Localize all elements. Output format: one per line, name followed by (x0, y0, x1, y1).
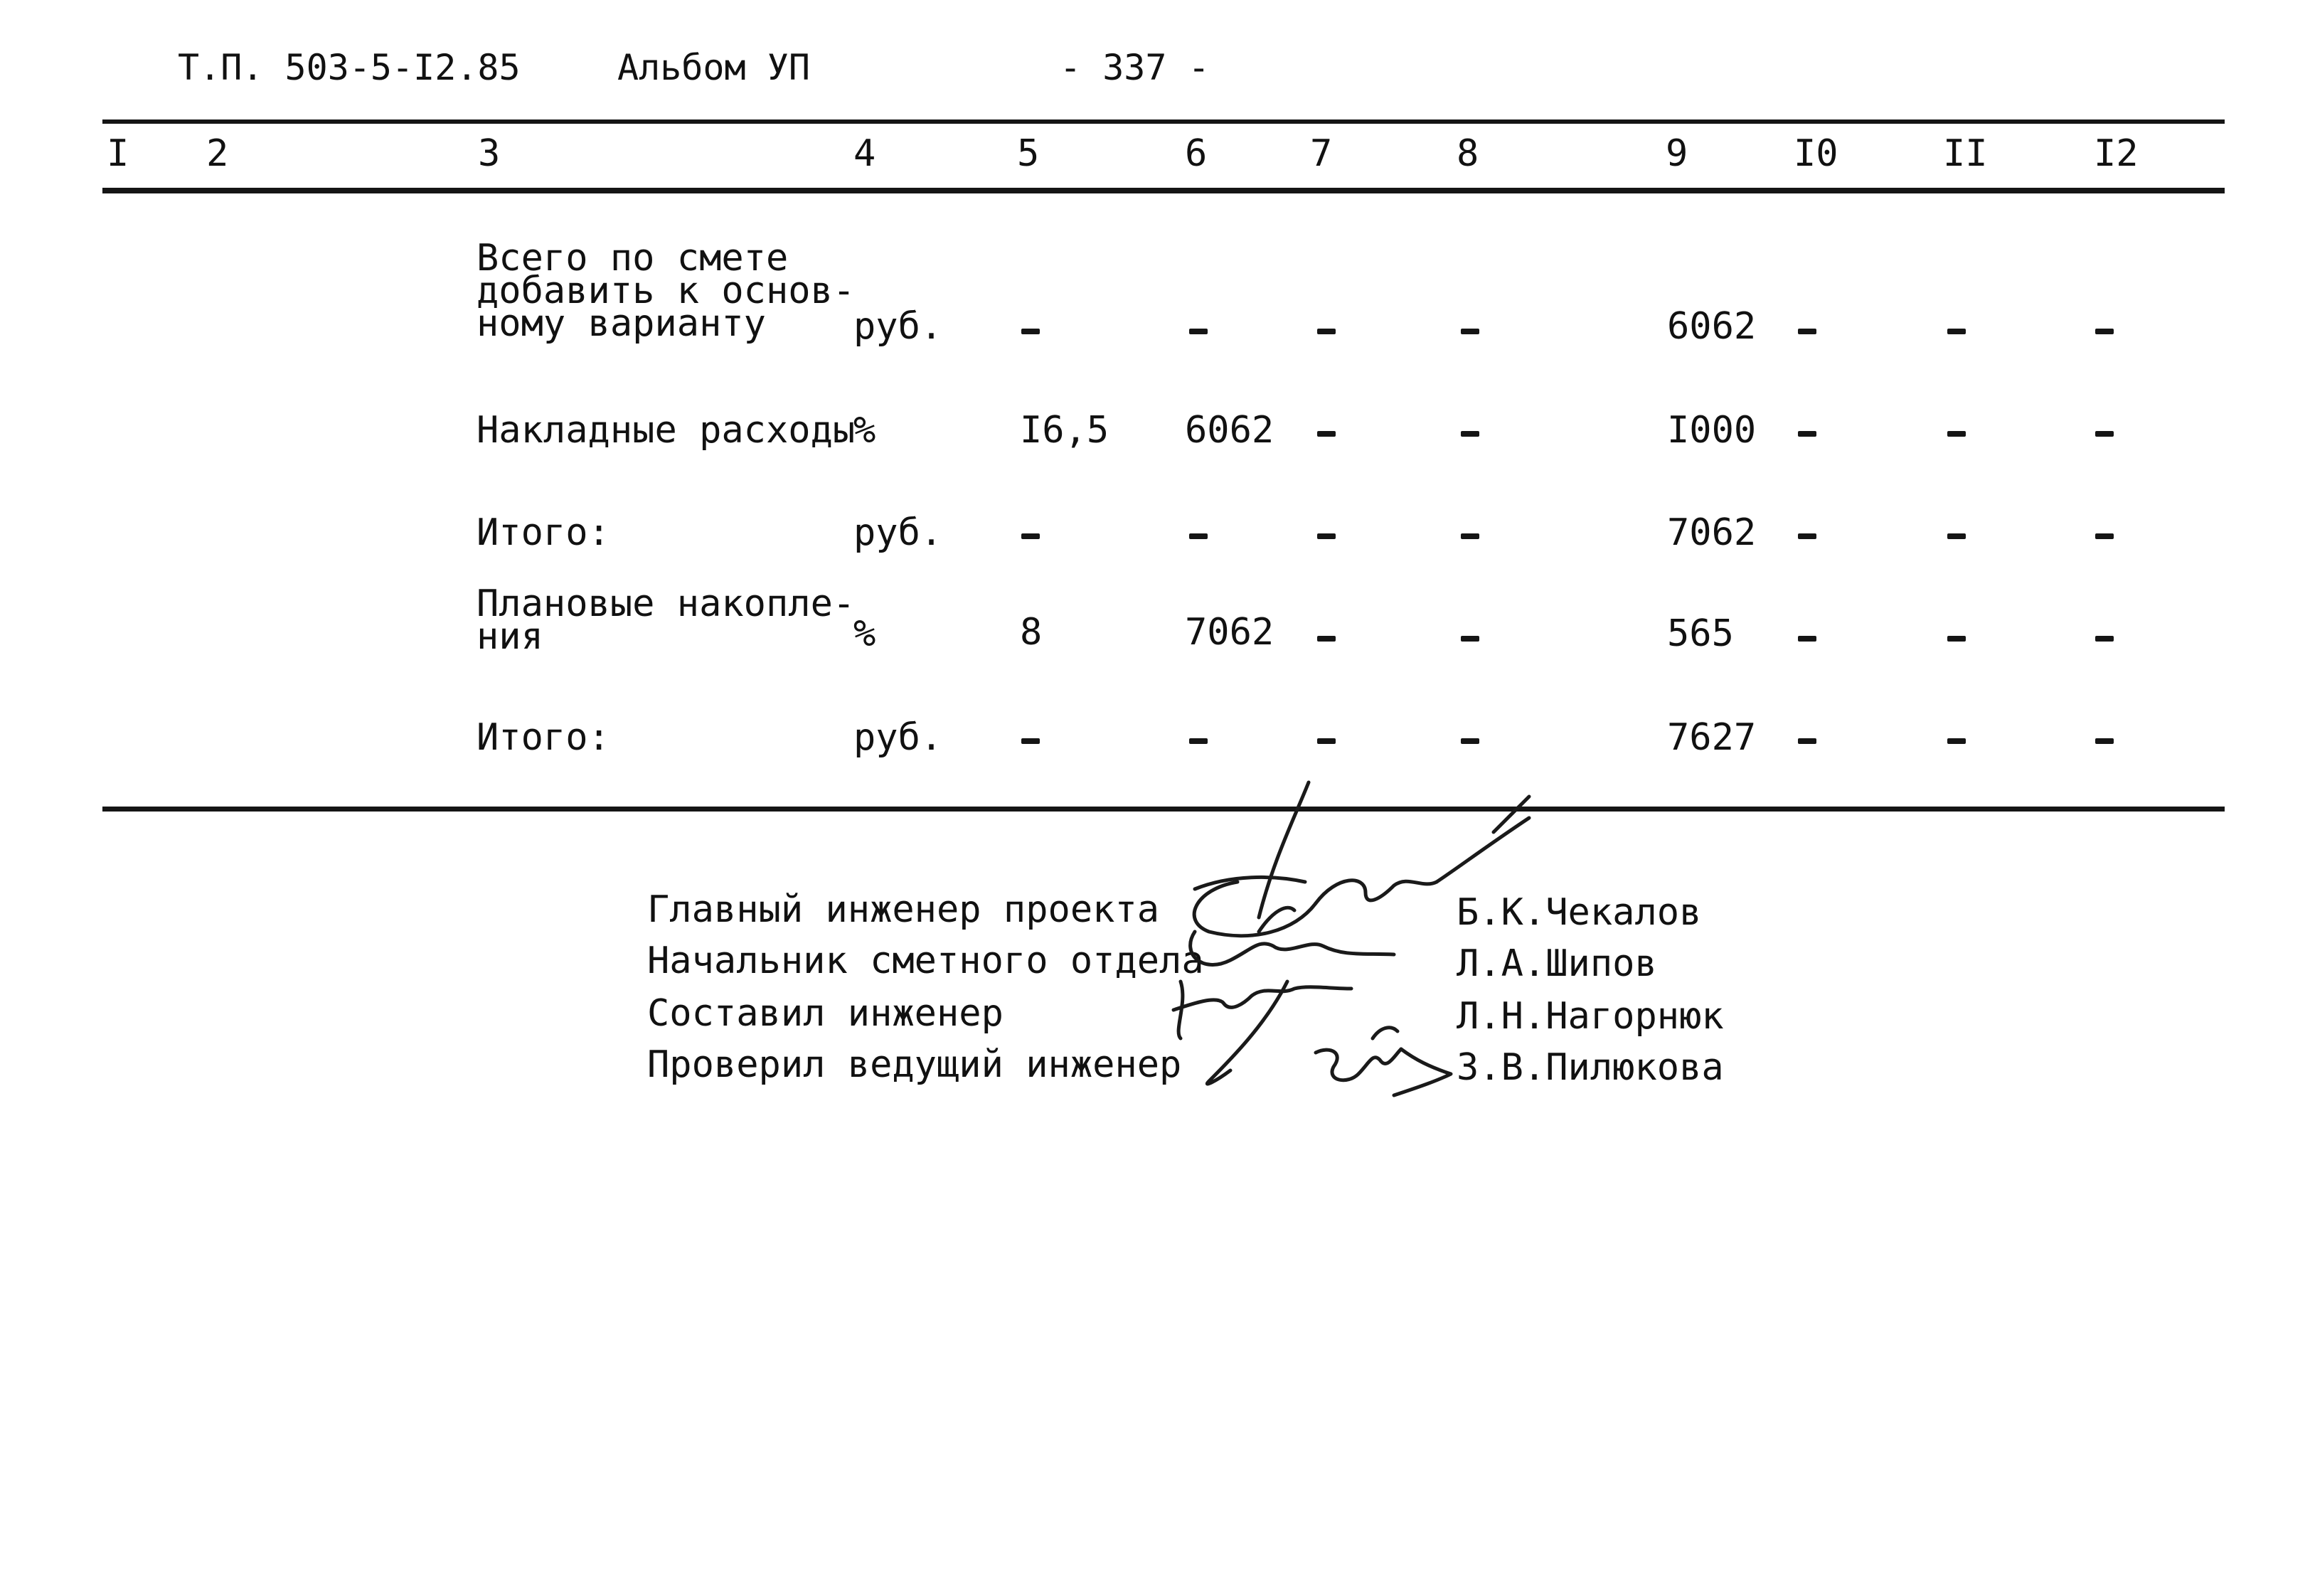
signatory-name: З.В.Пилюкова (1457, 1046, 1724, 1089)
dash-cell (1189, 533, 1208, 539)
dash-cell (2095, 738, 2114, 744)
dash-cell (1189, 738, 1208, 744)
unit-cell: руб. (853, 716, 943, 759)
dash-cell (1021, 738, 1040, 744)
column-number: 5 (1017, 132, 1040, 175)
description-line: Всего по смете (477, 237, 789, 280)
dash-cell (1461, 329, 1479, 334)
table-top-rule (102, 119, 2225, 124)
column-number: 4 (853, 132, 876, 175)
dash-cell (1317, 533, 1336, 539)
dash-cell (1461, 636, 1479, 642)
signatory-role: Проверил ведущий инженер (647, 1043, 1182, 1086)
signature-stroke (1191, 932, 1394, 964)
dash-cell (1798, 329, 1816, 334)
dash-cell (1317, 329, 1336, 334)
dash-cell (1947, 533, 1966, 539)
column-number: II (1943, 132, 1988, 175)
dash-cell (1798, 533, 1816, 539)
unit-cell: руб. (853, 511, 943, 554)
signature-stroke (1195, 877, 1305, 889)
album-title: Альбом УП (617, 47, 810, 88)
dash-cell (1798, 738, 1816, 744)
document-code: Т.П. 503-5-I2.85 (178, 47, 521, 88)
signature-stroke (1207, 981, 1287, 1084)
row-description (477, 409, 856, 452)
signature-stroke (1259, 908, 1294, 932)
dash-cell (1461, 738, 1479, 744)
base-cell: 6062 (1185, 409, 1274, 452)
description-line: ния (477, 615, 543, 658)
column-number: I2 (2094, 132, 2139, 175)
header-bottom-rule (102, 188, 2225, 193)
page-number: - 337 - (1060, 47, 1210, 88)
rate-cell: I6,5 (1020, 409, 1109, 452)
row-description (477, 237, 856, 345)
column-number: 8 (1457, 132, 1479, 175)
description-line: Накладные расходы (477, 409, 856, 452)
signature-stroke (1194, 882, 1316, 936)
total-cell: I000 (1667, 409, 1757, 452)
rate-cell: 8 (1020, 611, 1043, 654)
column-number: I0 (1794, 132, 1838, 175)
total-cell: 7627 (1667, 716, 1757, 759)
dash-cell (1947, 738, 1966, 744)
base-cell: 7062 (1185, 611, 1274, 654)
row-description (477, 716, 610, 759)
dash-cell (1189, 329, 1208, 334)
dash-cell (2095, 533, 2114, 539)
description-line: ному варианту (477, 302, 766, 345)
column-number: 6 (1185, 132, 1208, 175)
column-number: 3 (478, 132, 501, 175)
signatory-name: Л.А.Шипов (1457, 942, 1657, 985)
signature-stroke (1316, 1049, 1401, 1080)
description-line: Плановые накопле- (477, 582, 856, 625)
signature-stroke (1373, 1028, 1398, 1038)
dash-cell (2095, 431, 2114, 437)
dash-cell (2095, 636, 2114, 642)
dash-cell (1461, 533, 1479, 539)
dash-cell (2095, 329, 2114, 334)
row-description (477, 511, 610, 554)
total-cell: 6062 (1667, 305, 1757, 348)
column-number: I (107, 132, 129, 175)
signatory-name: Л.Н.Нагорнюк (1457, 995, 1724, 1038)
row-description (477, 582, 856, 658)
signature-stroke (1494, 797, 1529, 832)
dash-cell (1947, 431, 1966, 437)
dash-cell (1461, 431, 1479, 437)
description-line: Итого: (477, 716, 610, 759)
unit-cell: % (853, 409, 876, 452)
dash-cell (1021, 533, 1040, 539)
signatory-role: Начальник сметного отдела (647, 940, 1204, 982)
dash-cell (1798, 431, 1816, 437)
signature-stroke (1259, 782, 1309, 917)
signatory-role: Составил инженер (647, 992, 1004, 1035)
signature-stroke (1173, 981, 1351, 1038)
signatory-name: Б.К.Чекалов (1457, 891, 1702, 934)
unit-cell: руб. (853, 305, 943, 348)
dash-cell (1317, 636, 1336, 642)
signatory-role: Главный инженер проекта (647, 888, 1160, 931)
unit-cell: % (853, 612, 876, 655)
dash-cell (1317, 738, 1336, 744)
description-line: Итого: (477, 511, 610, 554)
dash-cell (1021, 329, 1040, 334)
signature-stroke (1394, 1049, 1451, 1095)
total-cell: 565 (1667, 612, 1734, 655)
handwritten-signatures (1152, 768, 1550, 1110)
dash-cell (1317, 431, 1336, 437)
total-cell: 7062 (1667, 511, 1757, 554)
dash-cell (1947, 329, 1966, 334)
column-number: 7 (1310, 132, 1333, 175)
column-number: 2 (206, 132, 229, 175)
column-number: 9 (1666, 132, 1688, 175)
dash-cell (1947, 636, 1966, 642)
dash-cell (1798, 636, 1816, 642)
description-line: добавить к основ- (477, 270, 856, 312)
